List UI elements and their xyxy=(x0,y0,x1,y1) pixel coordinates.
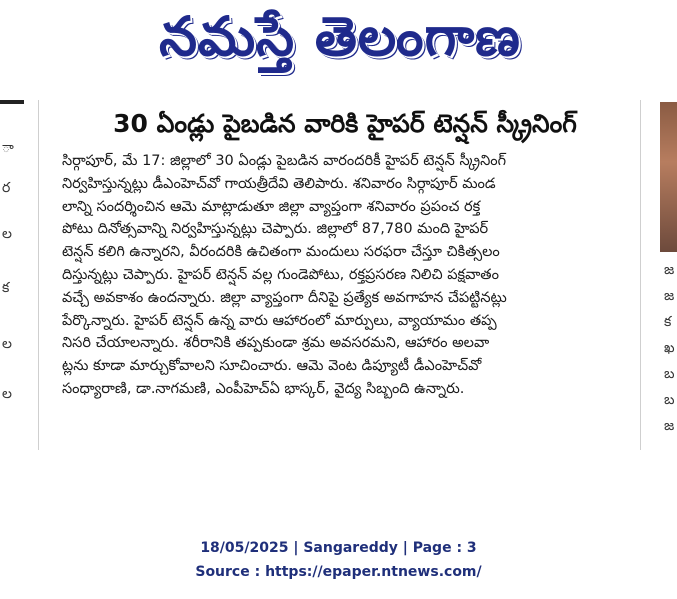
right-column-glyph: క xyxy=(664,314,672,330)
article-line: పోటు దినోత్సవాన్ని నిర్వహిస్తున్నట్లు చెప్పారు. జిల్లాలో 87,780 మంది హైపర్ xyxy=(62,221,489,238)
article-line: ట్లను కూడా మార్చుకోవాలని సూచించారు. ఆమె వెంట డిప్యూటీ డీఎంహెచ్‌వో xyxy=(62,358,482,375)
right-column-glyph: బ xyxy=(664,366,675,382)
masthead xyxy=(0,0,677,80)
right-column-glyph: ఖ xyxy=(664,340,675,356)
left-column-glyph: ల xyxy=(2,336,12,352)
left-column-glyph: క xyxy=(2,280,10,296)
left-column-glyph: ర xyxy=(2,180,11,196)
article-line: వచ్చే అవకాశం ఉందన్నారు. జిల్లా వ్యాప్తంగా దీనిపై ప్రత్యేక అవగాహన చేపట్టినట్లు xyxy=(62,289,507,306)
article-line: నిసరి చేయాలన్నారు. శరీరానికి తప్పకుండా శ్రమ అవసరమని, ఆహారం అలవా xyxy=(62,335,490,352)
left-column-glyph: ల xyxy=(2,386,12,402)
left-column-rule-mark xyxy=(0,100,24,104)
article-headline: 30 ఏండ్లు పైబడిన వారికి హైపర్ టెన్షన్ స్క్రీనింగ్ xyxy=(113,109,577,138)
clipping-footer xyxy=(0,536,677,584)
edition-meta: 18/05/2025 | Sangareddy | Page : 3 xyxy=(200,540,477,556)
article-line: టెన్షన్ కలిగి ఉన్నారని, వీరందరికి ఉచితంగా మందులు సరఫరా చేస్తూ చికిత్సలం xyxy=(62,244,500,261)
left-column-glyph: ా xyxy=(2,140,14,156)
article-body xyxy=(62,150,632,401)
right-column-divider xyxy=(640,100,641,450)
right-column-glyph: జ xyxy=(664,262,675,278)
right-column-glyph: జ xyxy=(664,288,675,304)
source-link[interactable]: Source : https://epaper.ntnews.com/ xyxy=(195,564,482,580)
article-line: నిర్వహిస్తున్నట్లు డీఎంహెచ్‌వో గాయత్రీదేవి తెలిపారు. శనివారం సిర్గాపూర్ మండ xyxy=(62,175,496,192)
article-line: సిర్గాపూర్, మే 17: జిల్లాలో 30 ఏండ్లు పైబడిన వారందరికీ హైపర్ టెన్షన్ స్క్రీనింగ్ xyxy=(62,153,507,169)
article-line: లాన్ని సందర్శించిన ఆమె మాట్లాడుతూ జిల్లా వ్యాప్తంగా శనివారం ప్రపంచ రక్త xyxy=(62,198,481,215)
right-column-glyph: బ xyxy=(664,392,675,408)
newspaper-logo: నమస్తే తెలంగాణ xyxy=(159,5,521,68)
article-line: పేర్కొన్నారు. హైపర్ టెన్షన్ ఉన్న వారు ఆహారంలో మార్పులు, వ్యాయామం తప్ప xyxy=(62,312,497,329)
left-column-glyph: ల xyxy=(2,226,12,242)
left-column-divider xyxy=(38,100,39,450)
adjacent-photo-clip xyxy=(660,102,677,252)
left-adjacent-column xyxy=(0,100,28,420)
article-line: సంధ్యారాణి, డా.నాగమణి, ఎంపీహెచ్‌ఏ భాస్కర్, వైద్య సిబ్బంది ఉన్నారు. xyxy=(62,380,465,397)
right-column-glyph: జ xyxy=(664,418,675,434)
article-line: దిస్తున్నట్లు చెప్పారు. హైపర్ టెన్షన్ వల్ల గుండెపోటు, రక్తప్రసరణ నిలిచి పక్షవాతం xyxy=(62,266,499,283)
